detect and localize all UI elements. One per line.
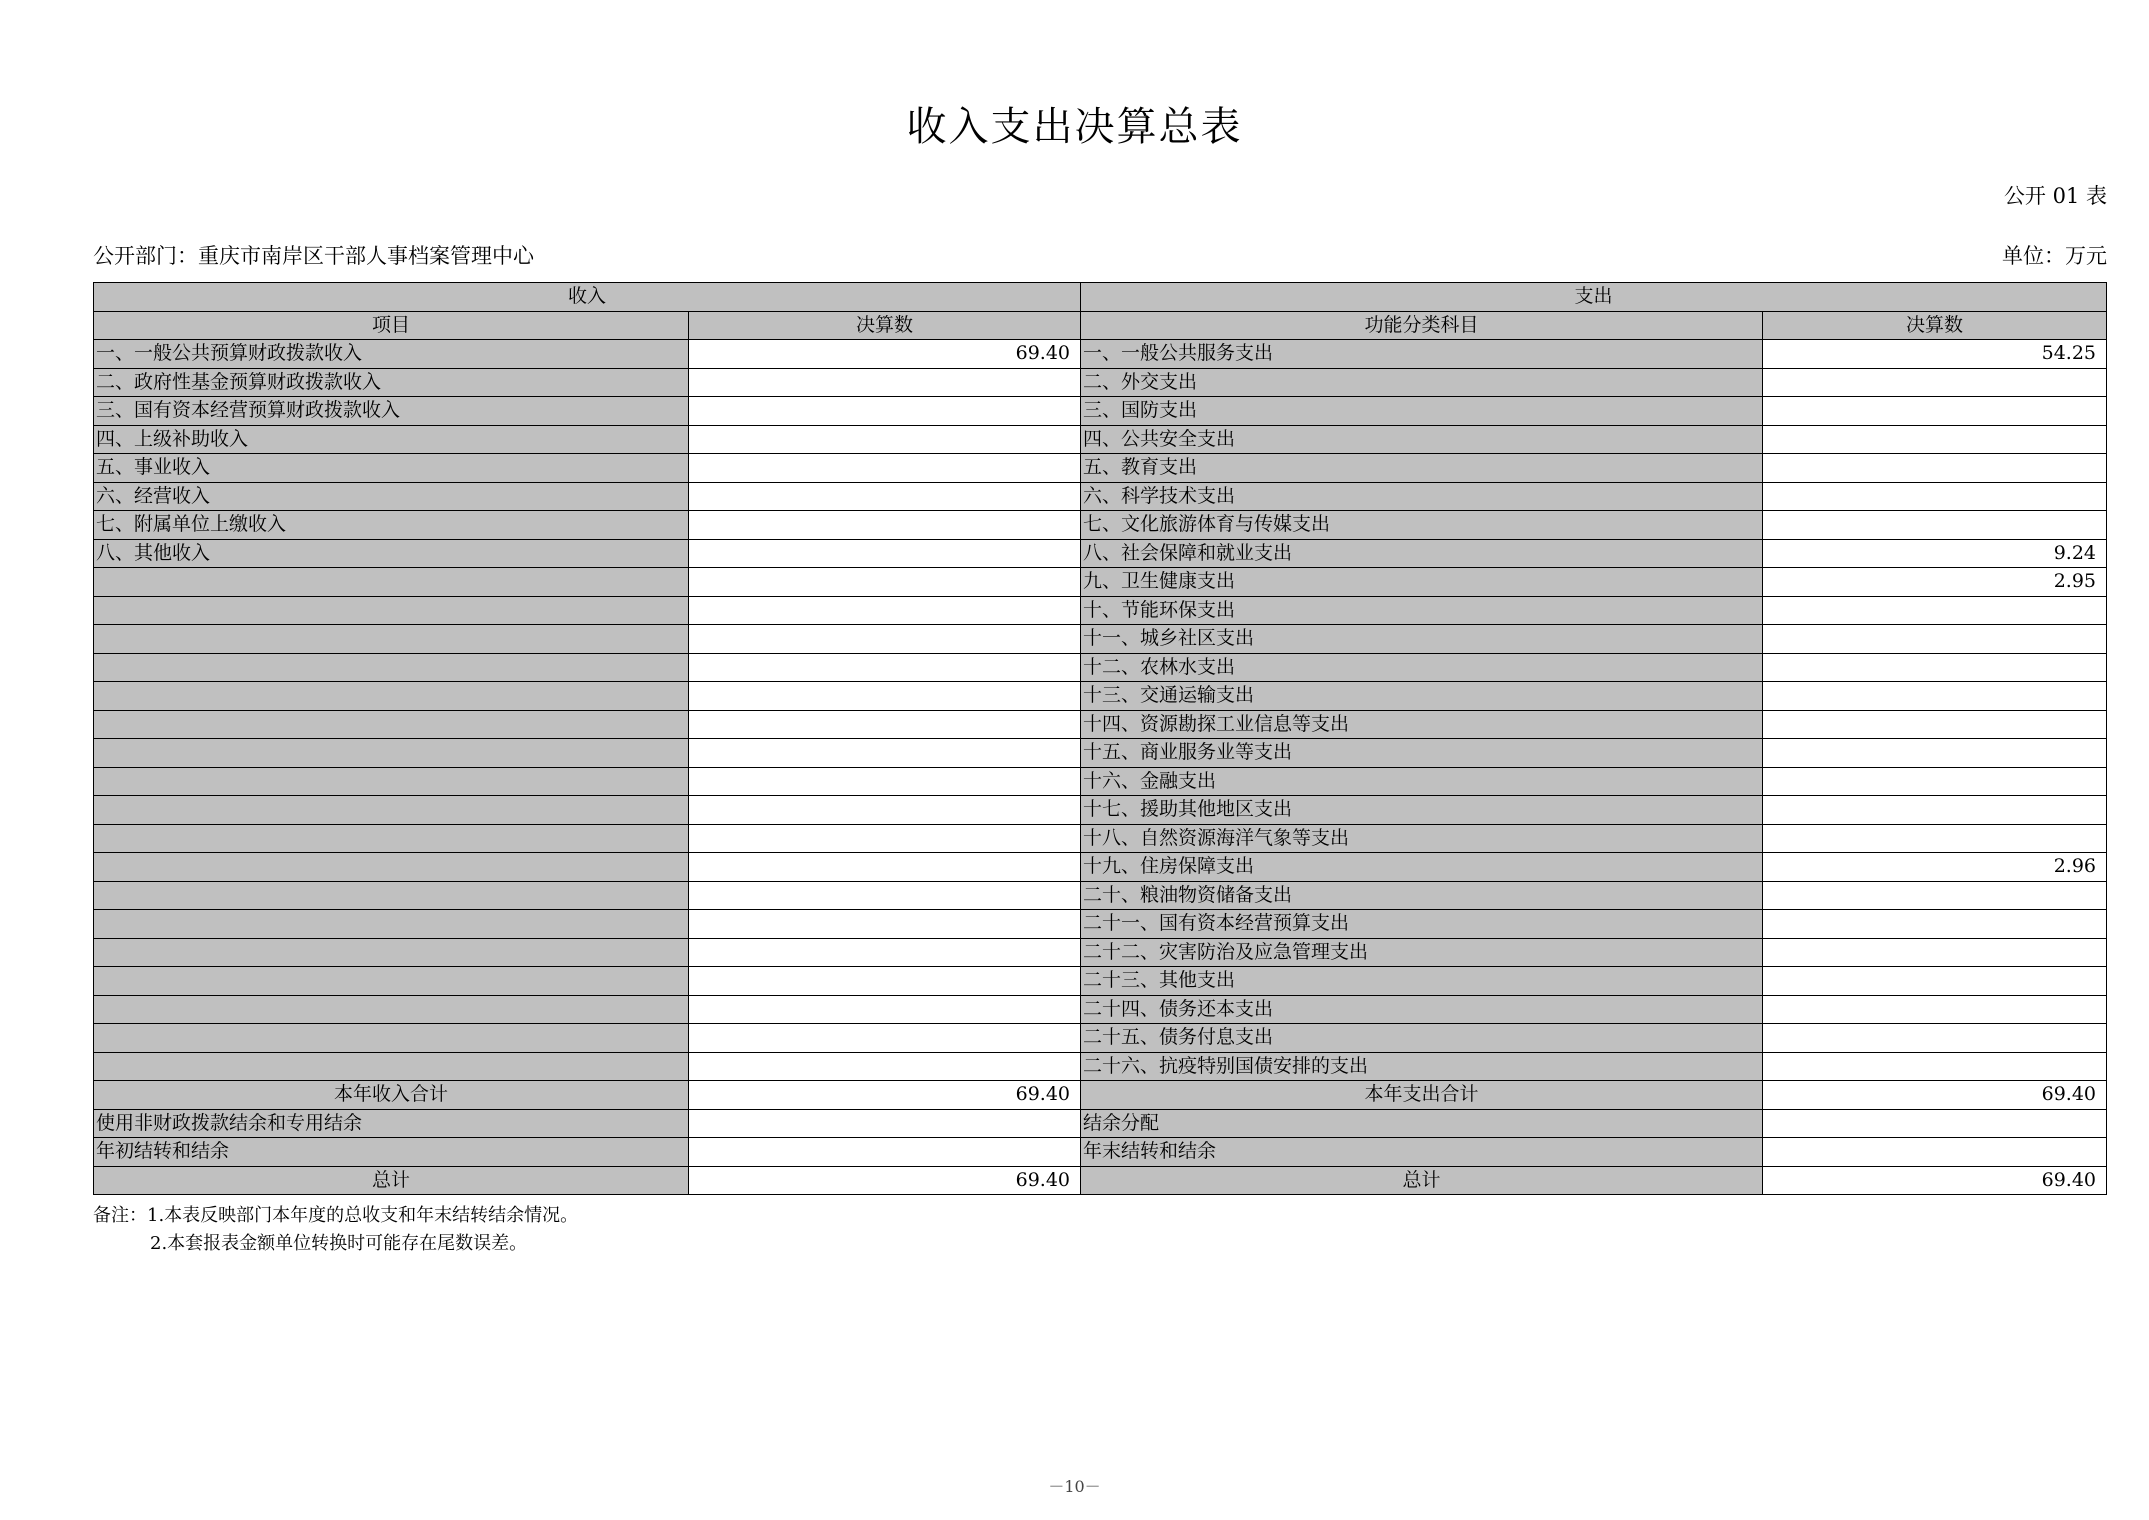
- income-amount: [689, 653, 1081, 682]
- table-row: [94, 653, 2107, 682]
- income-amount: [689, 682, 1081, 711]
- table-row: [94, 511, 2107, 540]
- table-row: [94, 881, 2107, 910]
- expense-item: 七、文化旅游体育与传媒支出: [1081, 511, 1763, 540]
- table-column-header-row: [94, 311, 2107, 340]
- income-amount: [689, 425, 1081, 454]
- begin-carryover-amount: [689, 1138, 1081, 1167]
- income-amount: [689, 853, 1081, 882]
- income-amount: [689, 881, 1081, 910]
- income-item: [94, 767, 689, 796]
- income-item: [94, 568, 689, 597]
- table-row: [94, 539, 2107, 568]
- income-item: [94, 796, 689, 825]
- note-line-2: 2.本套报表金额单位转换时可能存在尾数误差。: [150, 1233, 528, 1254]
- income-amount: [689, 967, 1081, 996]
- table-row: [94, 824, 2107, 853]
- grand-income-label: 总计: [94, 1166, 689, 1195]
- table-row: [94, 967, 2107, 996]
- income-amount: 69.40: [689, 340, 1081, 369]
- expense-amount: [1763, 682, 2107, 711]
- expense-item: 一、一般公共服务支出: [1081, 340, 1763, 369]
- expense-item: 十五、商业服务业等支出: [1081, 739, 1763, 768]
- income-amount: [689, 910, 1081, 939]
- income-amount: [689, 710, 1081, 739]
- non-fiscal-row: [94, 1109, 2107, 1138]
- income-section-header: 收入: [94, 283, 1081, 312]
- income-amount: [689, 796, 1081, 825]
- begin-carryover-label: 年初结转和结余: [94, 1138, 689, 1167]
- income-amount: [689, 482, 1081, 511]
- expense-item: 十三、交通运输支出: [1081, 682, 1763, 711]
- income-item: [94, 1024, 689, 1053]
- table-row: [94, 910, 2107, 939]
- income-item: 五、事业收入: [94, 454, 689, 483]
- expense-amount: [1763, 625, 2107, 654]
- grand-total-row: [94, 1166, 2107, 1195]
- income-item: [94, 710, 689, 739]
- table-row: [94, 1052, 2107, 1081]
- note-line-1: 备注：1.本表反映部门本年度的总收支和年末结转结余情况。: [93, 1205, 579, 1226]
- expense-amount: [1763, 824, 2107, 853]
- table-row: [94, 682, 2107, 711]
- department-label: 公开部门：重庆市南岸区干部人事档案管理中心: [93, 244, 534, 268]
- col-header-amount-2: 决算数: [1763, 311, 2107, 340]
- table-section-header-row: [94, 283, 2107, 312]
- income-amount: [689, 995, 1081, 1024]
- page-title: 收入支出决算总表: [906, 104, 1243, 150]
- expense-item: 十四、资源勘探工业信息等支出: [1081, 710, 1763, 739]
- income-item: 四、上级补助收入: [94, 425, 689, 454]
- income-amount: [689, 454, 1081, 483]
- expense-amount: [1763, 454, 2107, 483]
- table-row: [94, 596, 2107, 625]
- expense-amount: [1763, 767, 2107, 796]
- expense-item: 二十一、国有资本经营预算支出: [1081, 910, 1763, 939]
- grand-income-total: 69.40: [689, 1166, 1081, 1195]
- income-amount: [689, 568, 1081, 597]
- table-row: [94, 995, 2107, 1024]
- expense-amount: 9.24: [1763, 539, 2107, 568]
- expense-item: 十一、城乡社区支出: [1081, 625, 1763, 654]
- table-row: [94, 454, 2107, 483]
- income-amount: [689, 625, 1081, 654]
- income-item: 二、政府性基金预算财政拨款收入: [94, 368, 689, 397]
- non-fiscal-amount: [689, 1109, 1081, 1138]
- expense-amount: [1763, 1052, 2107, 1081]
- table-row: [94, 938, 2107, 967]
- expense-amount: [1763, 938, 2107, 967]
- expense-item: 十九、住房保障支出: [1081, 853, 1763, 882]
- table-row: [94, 853, 2107, 882]
- income-amount: [689, 368, 1081, 397]
- year-total-row: [94, 1081, 2107, 1110]
- income-amount: [689, 397, 1081, 426]
- expense-amount: [1763, 425, 2107, 454]
- expense-amount: [1763, 368, 2107, 397]
- income-amount: [689, 511, 1081, 540]
- expense-amount: [1763, 1024, 2107, 1053]
- expense-item: 十八、自然资源海洋气象等支出: [1081, 824, 1763, 853]
- table-row: [94, 482, 2107, 511]
- income-item: [94, 625, 689, 654]
- income-amount: [689, 1052, 1081, 1081]
- surplus-distribution-amount: [1763, 1109, 2107, 1138]
- non-fiscal-label: 使用非财政拨款结余和专用结余: [94, 1109, 689, 1138]
- income-item: [94, 653, 689, 682]
- income-item: 三、国有资本经营预算财政拨款收入: [94, 397, 689, 426]
- income-item: [94, 967, 689, 996]
- income-item: [94, 910, 689, 939]
- carryover-row: [94, 1138, 2107, 1167]
- surplus-distribution-label: 结余分配: [1081, 1109, 1763, 1138]
- end-carryover-label: 年末结转和结余: [1081, 1138, 1763, 1167]
- table-row: [94, 710, 2107, 739]
- expense-item: 二十四、债务还本支出: [1081, 995, 1763, 1024]
- income-expense-table: [93, 282, 2107, 1195]
- expense-amount: 54.25: [1763, 340, 2107, 369]
- expense-item: 二十五、债务付息支出: [1081, 1024, 1763, 1053]
- income-amount: [689, 824, 1081, 853]
- income-item: [94, 824, 689, 853]
- expense-amount: [1763, 397, 2107, 426]
- income-amount: [689, 596, 1081, 625]
- income-item: [94, 938, 689, 967]
- income-item: 一、一般公共预算财政拨款收入: [94, 340, 689, 369]
- income-amount: [689, 539, 1081, 568]
- page-number: －10－: [1048, 1477, 1101, 1496]
- expense-item: 十六、金融支出: [1081, 767, 1763, 796]
- table-row: [94, 767, 2107, 796]
- expense-item: 五、教育支出: [1081, 454, 1763, 483]
- expense-amount: [1763, 881, 2107, 910]
- col-header-amount: 决算数: [689, 311, 1081, 340]
- expense-amount: [1763, 910, 2107, 939]
- expense-amount: [1763, 653, 2107, 682]
- expense-item: 二十六、抗疫特别国债安排的支出: [1081, 1052, 1763, 1081]
- income-item: [94, 995, 689, 1024]
- notes: [93, 1202, 578, 1258]
- expense-item: 四、公共安全支出: [1081, 425, 1763, 454]
- income-item: [94, 881, 689, 910]
- end-carryover-amount: [1763, 1138, 2107, 1167]
- expense-item: 二十二、灾害防治及应急管理支出: [1081, 938, 1763, 967]
- expense-item: 六、科学技术支出: [1081, 482, 1763, 511]
- income-amount: [689, 739, 1081, 768]
- year-income-total: 69.40: [689, 1081, 1081, 1110]
- grand-expense-total: 69.40: [1763, 1166, 2107, 1195]
- expense-item: 十、节能环保支出: [1081, 596, 1763, 625]
- expense-amount: [1763, 710, 2107, 739]
- income-amount: [689, 1024, 1081, 1053]
- expense-item: 二十三、其他支出: [1081, 967, 1763, 996]
- income-item: [94, 739, 689, 768]
- income-item: 六、经营收入: [94, 482, 689, 511]
- expense-item: 二十、粮油物资储备支出: [1081, 881, 1763, 910]
- expense-amount: [1763, 596, 2107, 625]
- income-amount: [689, 938, 1081, 967]
- expense-amount: [1763, 995, 2107, 1024]
- table-row: [94, 739, 2107, 768]
- income-item: [94, 682, 689, 711]
- expense-section-header: 支出: [1081, 283, 2107, 312]
- table-row: [94, 340, 2107, 369]
- table-row: [94, 796, 2107, 825]
- expense-amount: [1763, 482, 2107, 511]
- year-expense-total-label: 本年支出合计: [1081, 1081, 1763, 1110]
- expense-item: 二、外交支出: [1081, 368, 1763, 397]
- expense-amount: 2.95: [1763, 568, 2107, 597]
- income-item: 八、其他收入: [94, 539, 689, 568]
- income-item: [94, 596, 689, 625]
- col-header-item: 项目: [94, 311, 689, 340]
- expense-amount: [1763, 967, 2107, 996]
- income-item: 七、附属单位上缴收入: [94, 511, 689, 540]
- table-row: [94, 425, 2107, 454]
- income-item: [94, 853, 689, 882]
- expense-item: 十二、农林水支出: [1081, 653, 1763, 682]
- col-header-function: 功能分类科目: [1081, 311, 1763, 340]
- table-row: [94, 568, 2107, 597]
- table-row: [94, 1024, 2107, 1053]
- expense-amount: [1763, 511, 2107, 540]
- table-row: [94, 368, 2107, 397]
- year-expense-total: 69.40: [1763, 1081, 2107, 1110]
- income-item: [94, 1052, 689, 1081]
- table-row: [94, 397, 2107, 426]
- expense-item: 八、社会保障和就业支出: [1081, 539, 1763, 568]
- expense-item: 三、国防支出: [1081, 397, 1763, 426]
- income-amount: [689, 767, 1081, 796]
- expense-amount: 2.96: [1763, 853, 2107, 882]
- expense-amount: [1763, 796, 2107, 825]
- grand-expense-label: 总计: [1081, 1166, 1763, 1195]
- year-income-total-label: 本年收入合计: [94, 1081, 689, 1110]
- table-row: [94, 625, 2107, 654]
- unit-label: 单位：万元: [2002, 244, 2107, 268]
- form-number: 公开 01 表: [2003, 184, 2107, 208]
- expense-amount: [1763, 739, 2107, 768]
- expense-item: 九、卫生健康支出: [1081, 568, 1763, 597]
- expense-item: 十七、援助其他地区支出: [1081, 796, 1763, 825]
